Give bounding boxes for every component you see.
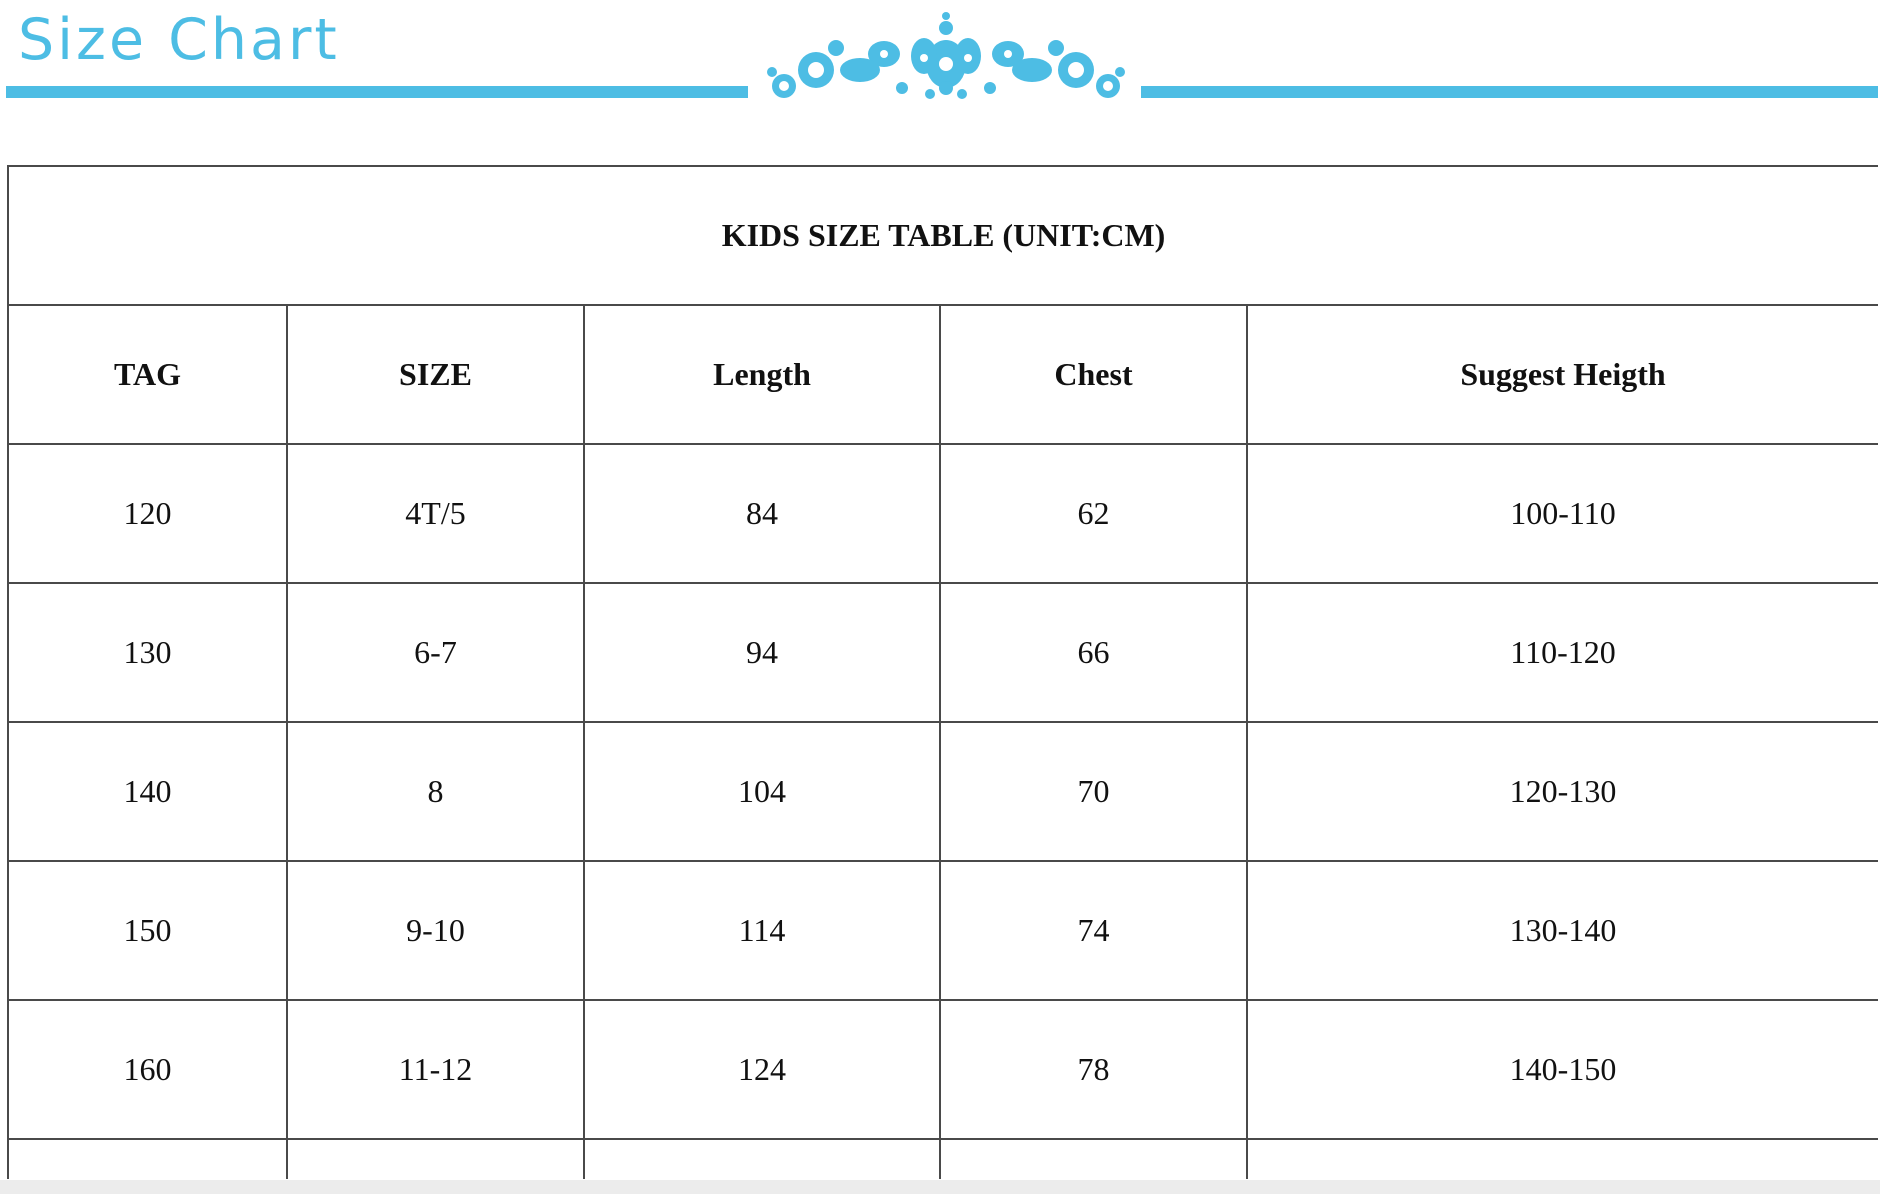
table-row xyxy=(8,1000,1878,1139)
cell-suggest-height: 140-150 xyxy=(1247,1000,1878,1139)
cell-size: 11-12 xyxy=(287,1000,584,1139)
cell-size: 6-7 xyxy=(287,583,584,722)
table-header-row xyxy=(8,305,1878,444)
header-divider-right xyxy=(1141,86,1878,98)
cell-suggest-height: 100-110 xyxy=(1247,444,1878,583)
header-divider-left xyxy=(6,86,748,98)
header xyxy=(0,0,1880,120)
cell-length: 124 xyxy=(584,1000,940,1139)
cell-chest: 74 xyxy=(940,861,1247,1000)
column-header-chest: Chest xyxy=(940,305,1247,444)
table-row xyxy=(8,444,1878,583)
column-header-length: Length xyxy=(584,305,940,444)
table-caption-row xyxy=(8,166,1878,305)
cell-empty xyxy=(1247,1139,1878,1179)
size-table xyxy=(7,165,1878,1179)
cell-tag: 140 xyxy=(8,722,287,861)
column-header-size: SIZE xyxy=(287,305,584,444)
cell-length: 114 xyxy=(584,861,940,1000)
table-row xyxy=(8,722,1878,861)
cell-size: 4T/5 xyxy=(287,444,584,583)
column-header-suggest-height: Suggest Heigth xyxy=(1247,305,1878,444)
cell-tag: 120 xyxy=(8,444,287,583)
cell-chest: 62 xyxy=(940,444,1247,583)
cell-chest: 70 xyxy=(940,722,1247,861)
cell-empty xyxy=(287,1139,584,1179)
floral-crown-ornament-icon xyxy=(764,8,1128,108)
table-caption: KIDS SIZE TABLE (UNIT:CM) xyxy=(8,166,1878,305)
bottom-edge xyxy=(0,1180,1880,1194)
cell-tag: 130 xyxy=(8,583,287,722)
cell-empty xyxy=(8,1139,287,1179)
cell-chest: 66 xyxy=(940,583,1247,722)
cell-length: 84 xyxy=(584,444,940,583)
cell-empty xyxy=(940,1139,1247,1179)
cell-suggest-height: 110-120 xyxy=(1247,583,1878,722)
page-title: Size Chart xyxy=(18,7,340,73)
cell-suggest-height: 120-130 xyxy=(1247,722,1878,861)
cell-empty xyxy=(584,1139,940,1179)
cell-tag: 150 xyxy=(8,861,287,1000)
table-row xyxy=(8,583,1878,722)
cell-size: 9-10 xyxy=(287,861,584,1000)
cell-suggest-height: 130-140 xyxy=(1247,861,1878,1000)
cell-chest: 78 xyxy=(940,1000,1247,1139)
table-row xyxy=(8,861,1878,1000)
size-table-container xyxy=(7,165,1878,1179)
column-header-tag: TAG xyxy=(8,305,287,444)
cell-length: 94 xyxy=(584,583,940,722)
cell-size: 8 xyxy=(287,722,584,861)
table-row-partial xyxy=(8,1139,1878,1179)
cell-length: 104 xyxy=(584,722,940,861)
cell-tag: 160 xyxy=(8,1000,287,1139)
